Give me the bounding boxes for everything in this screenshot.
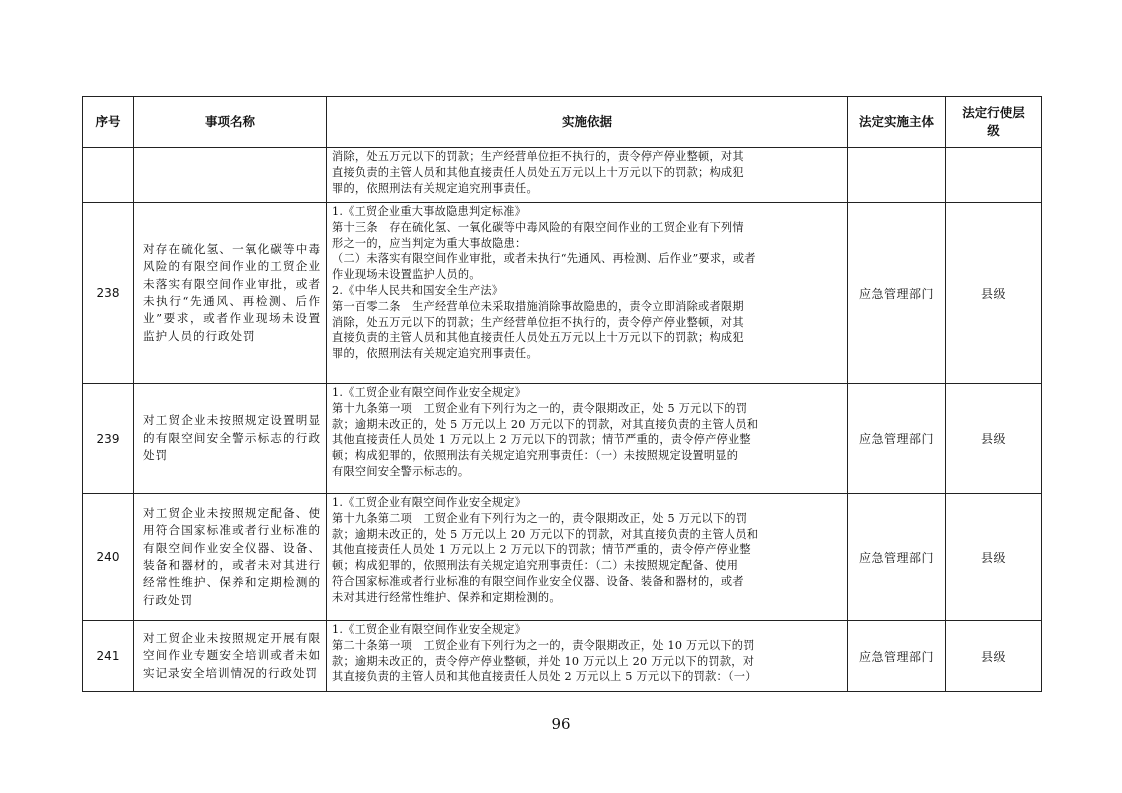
row-name: 对工贸企业未按照规定设置明显的有限空间安全警示标志的行政处罚 — [134, 384, 327, 494]
basis-line: 1.《工贸企业重大事故隐患判定标准》 — [332, 205, 527, 218]
table-row — [83, 148, 1042, 203]
row-subject: 应急管理部门 — [848, 203, 946, 384]
row-basis — [327, 494, 848, 621]
row-name: 对工贸企业未按照规定开展有限空间作业专题安全培训或者未如实记录安全培训情况的行政处罚 — [134, 621, 327, 692]
basis-line: 罪的，依照刑法有关规定追究刑事责任。 — [332, 181, 538, 195]
row-level: 县级 — [946, 494, 1042, 621]
table-body — [83, 148, 1042, 692]
basis-line: 1.《工贸企业有限空间作业安全规定》 — [332, 386, 527, 399]
table-header-row — [83, 97, 1042, 148]
row-num: 240 — [83, 494, 134, 621]
header-subject: 法定实施主体 — [848, 97, 946, 148]
row-subject: 应急管理部门 — [848, 621, 946, 692]
basis-line: 直接负责的主管人员和其他直接责任人员处五万元以上十万元以下的罚款；构成犯 — [332, 331, 744, 345]
table-row — [83, 494, 1042, 621]
basis-line: 形之一的，应当判定为重大事故隐患： — [332, 236, 527, 250]
row-num: 241 — [83, 621, 134, 692]
row-name: 对存在硫化氢、一氧化碳等中毒风险的有限空间作业的工贸企业未落实有限空间作业审批，或者未执行“先通风、再检测、后作业”要求，或者作业现场未设置监护人员的行政处罚 — [134, 203, 327, 384]
row-basis — [327, 384, 848, 494]
row-level: 县级 — [946, 621, 1042, 692]
row-basis — [327, 621, 848, 692]
header-num: 序号 — [83, 97, 134, 148]
basis-line: 其他直接责任人员处 1 万元以上 2 万元以下的罚款；情节严重的，责令停产停业整 — [332, 543, 751, 557]
basis-line: 第一百零二条 生产经营单位未采取措施消除事故隐患的，责令立即消除或者限期 — [332, 299, 744, 313]
basis-line: 其直接负责的主管人员和其他直接责任人员处 2 万元以上 5 万元以下的罚款：（一） — [332, 670, 757, 684]
basis-line: 符合国家标准或者行业标准的有限空间作业安全仪器、设备、装备和器材的，或者 — [332, 574, 744, 588]
basis-line: 顿；构成犯罪的，依照刑法有关规定追究刑事责任：（一）未按照规定设置明显的 — [332, 449, 739, 463]
basis-line: 消除，处五万元以下的罚款；生产经营单位拒不执行的，责令停产停业整顿，对其 — [332, 315, 744, 329]
row-num: 238 — [83, 203, 134, 384]
basis-line: 1.《工贸企业有限空间作业安全规定》 — [332, 623, 527, 636]
header-level: 法定行使层级 — [946, 97, 1042, 148]
basis-line: 款；逾期未改正的，处 5 万元以上 20 万元以下的罚款，对其直接负责的主管人员和 — [332, 417, 759, 431]
row-level — [946, 148, 1042, 203]
row-num: 239 — [83, 384, 134, 494]
row-level: 县级 — [946, 384, 1042, 494]
basis-line: 款；逾期未改正的，处 5 万元以上 20 万元以下的罚款，对其直接负责的主管人员和 — [332, 527, 759, 541]
basis-line: 作业现场未设置监护人员的。 — [332, 268, 481, 282]
basis-line: 1.《工贸企业有限空间作业安全规定》 — [332, 496, 527, 509]
header-basis: 实施依据 — [327, 97, 848, 148]
row-name — [134, 148, 327, 203]
basis-line: 其他直接责任人员处 1 万元以上 2 万元以下的罚款；情节严重的，责令停产停业整 — [332, 433, 751, 447]
basis-line: 第十九条第一项 工贸企业有下列行为之一的，责令限期改正，处 5 万元以下的罚 — [332, 401, 748, 415]
table-row — [83, 384, 1042, 494]
table-row — [83, 621, 1042, 692]
row-subject: 应急管理部门 — [848, 494, 946, 621]
row-basis — [327, 148, 848, 203]
basis-line: 罪的，依照刑法有关规定追究刑事责任。 — [332, 347, 538, 361]
basis-line: 2.《中华人民共和国安全生产法》 — [332, 283, 504, 297]
basis-line: 直接负责的主管人员和其他直接责任人员处五万元以上十万元以下的罚款；构成犯 — [332, 165, 744, 179]
basis-line: 未对其进行经常性维护、保养和定期检测的。 — [332, 590, 561, 604]
table-row — [83, 203, 1042, 384]
row-subject — [848, 148, 946, 203]
basis-line: 有限空间安全警示标志的。 — [332, 464, 470, 478]
header-name: 事项名称 — [134, 97, 327, 148]
basis-line: 第二十条第一项 工贸企业有下列行为之一的，责令限期改正，处 10 万元以下的罚 — [332, 638, 755, 652]
row-name: 对工贸企业未按照规定配备、使用符合国家标准或者行业标准的有限空间作业安全仪器、设备、装备和器材的，或者未对其进行经常性维护、保养和定期检测的行政处罚 — [134, 494, 327, 621]
row-num — [83, 148, 134, 203]
page-number: 96 — [551, 715, 571, 733]
row-level: 县级 — [946, 203, 1042, 384]
row-basis — [327, 203, 848, 384]
basis-line: 第十九条第二项 工贸企业有下列行为之一的，责令限期改正，处 5 万元以下的罚 — [332, 511, 748, 525]
basis-line: （二）未落实有限空间作业审批，或者未执行“先通风、再检测、后作业”要求，或者 — [332, 252, 756, 266]
regulation-table — [82, 96, 1042, 692]
row-subject: 应急管理部门 — [848, 384, 946, 494]
basis-line: 消除，处五万元以下的罚款；生产经营单位拒不执行的，责令停产停业整顿，对其 — [332, 150, 744, 163]
basis-line: 顿；构成犯罪的，依照刑法有关规定追究刑事责任：（二）未按照规定配备、使用 — [332, 559, 739, 573]
basis-line: 款；逾期未改正的，责令停产停业整顿，并处 10 万元以上 20 万元以下的罚款，对 — [332, 654, 755, 668]
basis-line: 第十三条 存在硫化氢、一氧化碳等中毒风险的有限空间作业的工贸企业有下列情 — [332, 220, 744, 234]
